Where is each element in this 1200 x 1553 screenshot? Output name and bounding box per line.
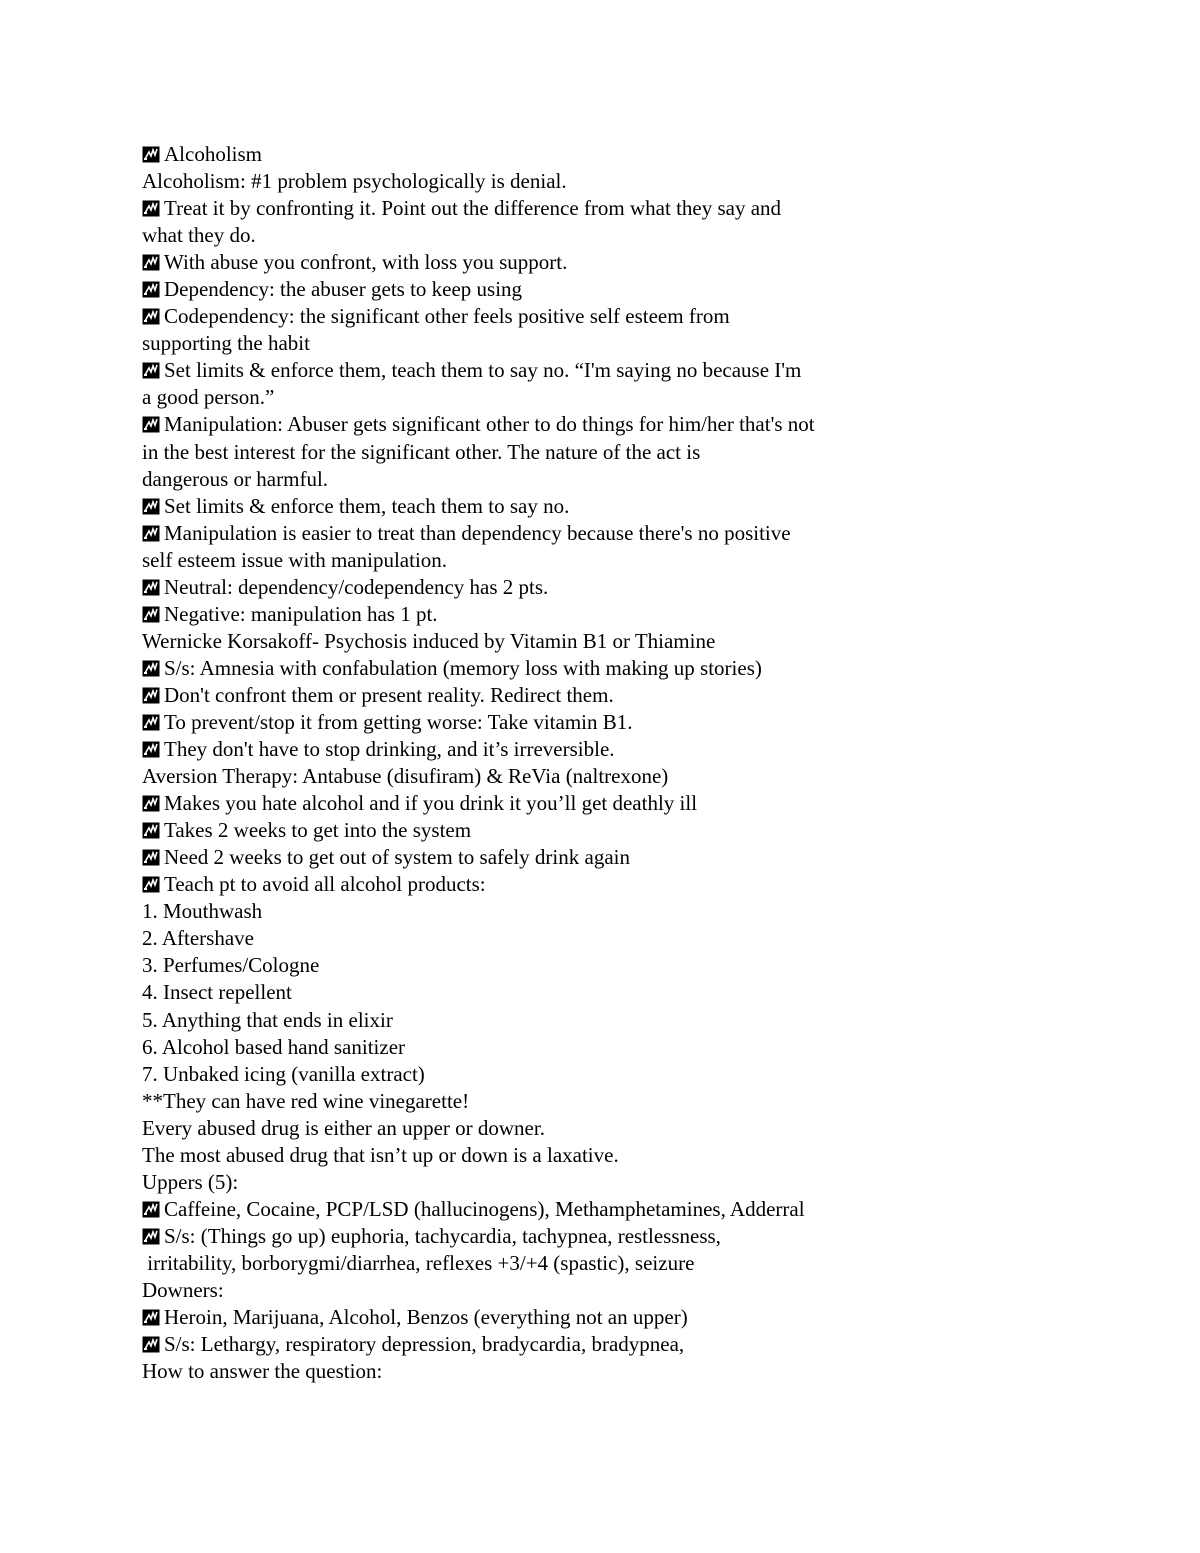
text-line — [142, 628, 1122, 655]
text-line — [142, 925, 1122, 952]
line-text: Caffeine, Cocaine, PCP/LSD (hallucinogens), Methamphetamines, Adderral — [164, 1196, 805, 1221]
text-line — [142, 466, 1122, 493]
line-text: Codependency: the significant other feels positive self esteem from — [164, 304, 730, 329]
checkbox-bullet-icon — [142, 795, 160, 812]
line-text: Uppers (5): — [142, 1169, 239, 1194]
bullet-line — [142, 790, 1122, 817]
line-text: 5. Anything that ends in elixir — [142, 1007, 393, 1032]
text-line — [142, 898, 1122, 925]
checkbox-bullet-icon — [142, 146, 160, 163]
text-line — [142, 384, 1122, 411]
line-text: Set limits & enforce them, teach them to say no. “I'm saying no because I'm — [164, 358, 802, 383]
text-line — [142, 1088, 1122, 1115]
line-text: Aversion Therapy: Antabuse (disufiram) & ReVia (naltrexone) — [142, 764, 669, 789]
line-text: supporting the habit — [142, 331, 310, 356]
bullet-line — [142, 249, 1122, 276]
checkbox-bullet-icon — [142, 525, 160, 542]
line-text: irritability, borborygmi/diarrhea, reflexes +3/+4 (spastic), seizure — [142, 1250, 695, 1275]
line-text: 3. Perfumes/Cologne — [142, 953, 320, 978]
line-text: 2. Aftershave — [142, 926, 254, 951]
line-text: Treat it by confronting it. Point out the difference from what they say and — [164, 196, 782, 221]
checkbox-bullet-icon — [142, 876, 160, 893]
text-line — [142, 1034, 1122, 1061]
bullet-line — [142, 601, 1122, 628]
text-line — [142, 1061, 1122, 1088]
line-text: Takes 2 weeks to get into the system — [164, 818, 472, 843]
bullet-line — [142, 655, 1122, 682]
text-line — [142, 1115, 1122, 1142]
checkbox-bullet-icon — [142, 660, 160, 677]
bullet-line — [142, 303, 1122, 330]
checkbox-bullet-icon — [142, 741, 160, 758]
checkbox-bullet-icon — [142, 1201, 160, 1218]
bullet-line — [142, 520, 1122, 547]
bullet-line — [142, 357, 1122, 384]
checkbox-bullet-icon — [142, 1309, 160, 1326]
text-line — [142, 439, 1122, 466]
line-text: Heroin, Marijuana, Alcohol, Benzos (everything not an upper) — [164, 1305, 688, 1330]
checkbox-bullet-icon — [142, 1228, 160, 1245]
line-text: Need 2 weeks to get out of system to safely drink again — [164, 845, 630, 870]
line-text: Manipulation is easier to treat than dependency because there's no positive — [164, 520, 791, 545]
line-text: **They can have red wine vinegarette! — [142, 1088, 470, 1113]
text-line — [142, 1007, 1122, 1034]
text-line — [142, 1250, 1122, 1277]
checkbox-bullet-icon — [142, 822, 160, 839]
line-text: in the best interest for the significant other. The nature of the act is — [142, 439, 701, 464]
checkbox-bullet-icon — [142, 714, 160, 731]
checkbox-bullet-icon — [142, 281, 160, 298]
line-text: Every abused drug is either an upper or downer. — [142, 1115, 545, 1140]
line-text: dangerous or harmful. — [142, 466, 329, 491]
line-text: To prevent/stop it from getting worse: Take vitamin B1. — [164, 709, 633, 734]
line-text: Alcoholism: #1 problem psychologically is denial. — [142, 169, 567, 194]
line-text: With abuse you confront, with loss you support. — [164, 250, 568, 275]
checkbox-bullet-icon — [142, 498, 160, 515]
line-text: Don't confront them or present reality. Redirect them. — [164, 682, 614, 707]
line-text: Negative: manipulation has 1 pt. — [164, 601, 438, 626]
document-body — [142, 141, 1122, 1385]
bullet-line — [142, 1304, 1122, 1331]
line-text: Wernicke Korsakoff- Psychosis induced by Vitamin B1 or Thiamine — [142, 628, 716, 653]
bullet-line — [142, 411, 1122, 438]
checkbox-bullet-icon — [142, 849, 160, 866]
line-text: 4. Insect repellent — [142, 980, 292, 1005]
text-line — [142, 547, 1122, 574]
line-text: S/s: (Things go up) euphoria, tachycardia, tachypnea, restlessness, — [164, 1223, 721, 1248]
checkbox-bullet-icon — [142, 687, 160, 704]
text-line — [142, 168, 1122, 195]
text-line — [142, 1169, 1122, 1196]
checkbox-bullet-icon — [142, 606, 160, 623]
text-line — [142, 952, 1122, 979]
line-text: Teach pt to avoid all alcohol products: — [164, 872, 486, 897]
checkbox-bullet-icon — [142, 308, 160, 325]
line-text: 7. Unbaked icing (vanilla extract) — [142, 1061, 425, 1086]
line-text: what they do. — [142, 223, 256, 248]
line-text: 6. Alcohol based hand sanitizer — [142, 1034, 406, 1059]
bullet-line — [142, 1331, 1122, 1358]
line-text: Set limits & enforce them, teach them to say no. — [164, 493, 570, 518]
line-text: Manipulation: Abuser gets significant other to do things for him/her that's not — [164, 412, 815, 437]
line-text: 1. Mouthwash — [142, 899, 263, 924]
bullet-line — [142, 1223, 1122, 1250]
checkbox-bullet-icon — [142, 254, 160, 271]
checkbox-bullet-icon — [142, 362, 160, 379]
text-line — [142, 979, 1122, 1006]
bullet-line — [142, 682, 1122, 709]
line-text: They don't have to stop drinking, and it’s irreversible. — [164, 737, 615, 762]
bullet-line — [142, 276, 1122, 303]
line-text: a good person.” — [142, 385, 275, 410]
line-text: The most abused drug that isn’t up or down is a laxative. — [142, 1142, 619, 1167]
text-line — [142, 763, 1122, 790]
bullet-line — [142, 493, 1122, 520]
line-text: S/s: Lethargy, respiratory depression, bradycardia, bradypnea, — [164, 1332, 685, 1357]
line-text: How to answer the question: — [142, 1359, 383, 1384]
checkbox-bullet-icon — [142, 416, 160, 433]
text-line — [142, 330, 1122, 357]
bullet-line — [142, 844, 1122, 871]
text-line — [142, 222, 1122, 249]
bullet-line — [142, 1196, 1122, 1223]
checkbox-bullet-icon — [142, 1336, 160, 1353]
text-line — [142, 1142, 1122, 1169]
bullet-line — [142, 709, 1122, 736]
line-text: Downers: — [142, 1277, 224, 1302]
line-text: S/s: Amnesia with confabulation (memory loss with making up stories) — [164, 655, 762, 680]
text-line — [142, 1277, 1122, 1304]
bullet-line — [142, 871, 1122, 898]
checkbox-bullet-icon — [142, 200, 160, 217]
line-text: self esteem issue with manipulation. — [142, 547, 448, 572]
text-line — [142, 1358, 1122, 1385]
bullet-line — [142, 141, 1122, 168]
line-text: Dependency: the abuser gets to keep using — [164, 277, 523, 302]
bullet-line — [142, 817, 1122, 844]
line-text: Alcoholism — [164, 142, 262, 166]
bullet-line — [142, 195, 1122, 222]
bullet-line — [142, 736, 1122, 763]
bullet-line — [142, 574, 1122, 601]
checkbox-bullet-icon — [142, 579, 160, 596]
line-text: Makes you hate alcohol and if you drink it you’ll get deathly ill — [164, 791, 698, 816]
line-text: Neutral: dependency/codependency has 2 pts. — [164, 574, 549, 599]
